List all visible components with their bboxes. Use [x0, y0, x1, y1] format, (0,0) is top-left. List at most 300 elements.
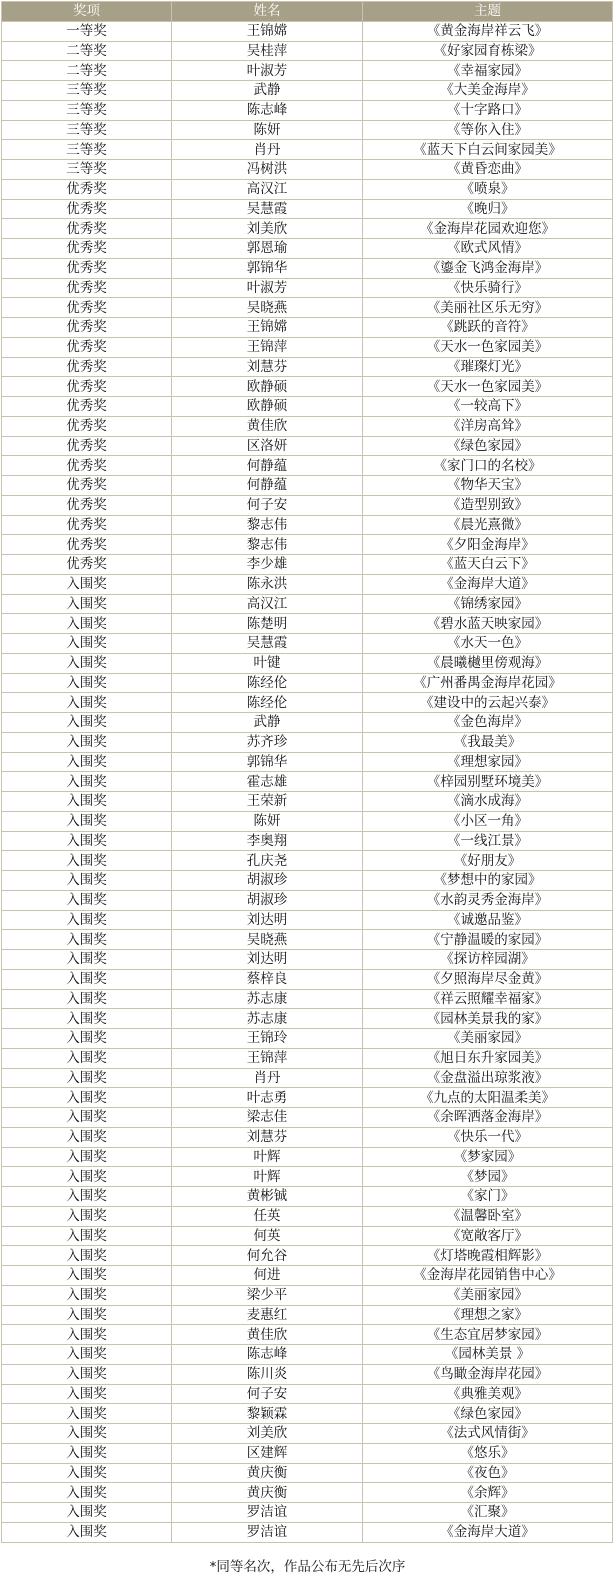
- cell-award: 入围奖: [2, 871, 172, 891]
- cell-name: 郭锦华: [172, 258, 363, 278]
- cell-theme: 《等你入住》: [363, 120, 613, 140]
- cell-award: 三等奖: [2, 81, 172, 101]
- cell-name: 陈川炎: [172, 1364, 363, 1384]
- cell-name: 何静蕴: [172, 456, 363, 476]
- cell-award: 入围奖: [2, 574, 172, 594]
- table-row: [2, 1325, 613, 1345]
- table-row: [2, 930, 613, 950]
- cell-name: 苏齐珍: [172, 732, 363, 752]
- cell-name: 王锦萍: [172, 1048, 363, 1068]
- cell-award: 优秀奖: [2, 555, 172, 575]
- table-row: [2, 1108, 613, 1128]
- cell-theme: 《晨光熹微》: [363, 515, 613, 535]
- cell-theme: 《一线江景》: [363, 831, 613, 851]
- table-row: [2, 515, 613, 535]
- table-row: [2, 950, 613, 970]
- cell-award: 优秀奖: [2, 318, 172, 338]
- table-row: [2, 1384, 613, 1404]
- table-row: [2, 318, 613, 338]
- cell-theme: 《蓝天下白云间家园美》: [363, 140, 613, 160]
- table-row: [2, 1009, 613, 1029]
- cell-theme: 《好家园育栋梁》: [363, 41, 613, 61]
- cell-name: 陈妍: [172, 811, 363, 831]
- cell-name: 何进: [172, 1266, 363, 1286]
- table-row: [2, 713, 613, 733]
- cell-name: 黄庆衡: [172, 1483, 363, 1503]
- table-row: [2, 1424, 613, 1444]
- cell-name: 黄佳欣: [172, 1325, 363, 1345]
- cell-name: 胡淑珍: [172, 871, 363, 891]
- header-theme: 主题: [363, 2, 613, 22]
- cell-award: 入围奖: [2, 1068, 172, 1088]
- table-row: [2, 495, 613, 515]
- cell-award: 入围奖: [2, 1108, 172, 1128]
- cell-theme: 《理想家园》: [363, 752, 613, 772]
- table-row: [2, 1068, 613, 1088]
- table-row: [2, 1147, 613, 1167]
- cell-theme: 《探访梓园湖》: [363, 950, 613, 970]
- cell-award: 入围奖: [2, 831, 172, 851]
- cell-name: 任英: [172, 1206, 363, 1226]
- cell-name: 冯树洪: [172, 160, 363, 180]
- cell-award: 入围奖: [2, 614, 172, 634]
- cell-award: 入围奖: [2, 1384, 172, 1404]
- cell-award: 入围奖: [2, 1325, 172, 1345]
- cell-award: 一等奖: [2, 21, 172, 41]
- cell-award: 入围奖: [2, 693, 172, 713]
- cell-name: 吴晓燕: [172, 930, 363, 950]
- table-row: [2, 1226, 613, 1246]
- cell-name: 陈楚明: [172, 614, 363, 634]
- cell-award: 优秀奖: [2, 258, 172, 278]
- table-row: [2, 594, 613, 614]
- table-row: [2, 1364, 613, 1384]
- cell-award: 优秀奖: [2, 337, 172, 357]
- cell-name: 陈永洪: [172, 574, 363, 594]
- cell-theme: 《美丽家园》: [363, 1285, 613, 1305]
- cell-name: 高汉江: [172, 179, 363, 199]
- cell-name: 吴晓燕: [172, 298, 363, 318]
- cell-award: 入围奖: [2, 1305, 172, 1325]
- cell-name: 黎颖霖: [172, 1404, 363, 1424]
- cell-name: 刘达明: [172, 950, 363, 970]
- table-row: [2, 436, 613, 456]
- cell-name: 李少雄: [172, 555, 363, 575]
- cell-theme: 《绿色家园》: [363, 1404, 613, 1424]
- table-row: [2, 969, 613, 989]
- table-row: [2, 258, 613, 278]
- cell-award: 入围奖: [2, 1048, 172, 1068]
- table-row: [2, 831, 613, 851]
- cell-theme: 《金海岸花园欢迎您》: [363, 219, 613, 239]
- cell-theme: 《金海岸大道》: [363, 574, 613, 594]
- table-row: [2, 456, 613, 476]
- footnote: *同等名次，作品公布无先后次序: [209, 1559, 406, 1575]
- table-row: [2, 574, 613, 594]
- cell-theme: 《欧式风情》: [363, 239, 613, 259]
- cell-theme: 《鸟瞰金海岸花园》: [363, 1364, 613, 1384]
- cell-theme: 《灯塔晚霞相辉影》: [363, 1246, 613, 1266]
- cell-award: 优秀奖: [2, 476, 172, 496]
- cell-name: 欧静硕: [172, 377, 363, 397]
- cell-name: 欧静硕: [172, 397, 363, 417]
- cell-award: 二等奖: [2, 61, 172, 81]
- table-row: [2, 41, 613, 61]
- table-row: [2, 1266, 613, 1286]
- cell-award: 入围奖: [2, 772, 172, 792]
- cell-theme: 《我最美》: [363, 732, 613, 752]
- cell-award: 入围奖: [2, 950, 172, 970]
- table-row: [2, 989, 613, 1009]
- cell-theme: 《家门口的名校》: [363, 456, 613, 476]
- cell-theme: 《建设中的云起兴泰》: [363, 693, 613, 713]
- cell-name: 黄彬铖: [172, 1187, 363, 1207]
- cell-theme: 《法式风情街》: [363, 1424, 613, 1444]
- cell-theme: 《祥云照耀幸福家》: [363, 989, 613, 1009]
- cell-theme: 《夜色》: [363, 1463, 613, 1483]
- cell-name: 王锦玲: [172, 1029, 363, 1049]
- cell-theme: 《水天一色》: [363, 634, 613, 654]
- cell-award: 入围奖: [2, 1364, 172, 1384]
- table-row: [2, 811, 613, 831]
- cell-name: 陈志峰: [172, 100, 363, 120]
- cell-theme: 《洋房高耸》: [363, 416, 613, 436]
- cell-name: 刘慧芬: [172, 357, 363, 377]
- cell-theme: 《诚邀品鉴》: [363, 910, 613, 930]
- cell-award: 入围奖: [2, 594, 172, 614]
- cell-name: 刘美欣: [172, 219, 363, 239]
- cell-theme: 《余晖洒落金海岸》: [363, 1108, 613, 1128]
- cell-name: 叶志勇: [172, 1088, 363, 1108]
- table-row: [2, 337, 613, 357]
- cell-award: 入围奖: [2, 1167, 172, 1187]
- cell-award: 入围奖: [2, 1443, 172, 1463]
- cell-name: 何静蕴: [172, 476, 363, 496]
- cell-name: 王荣新: [172, 792, 363, 812]
- cell-name: 武静: [172, 713, 363, 733]
- cell-name: 李奥翔: [172, 831, 363, 851]
- cell-name: 郭锦华: [172, 752, 363, 772]
- cell-award: 入围奖: [2, 1483, 172, 1503]
- table-row: [2, 871, 613, 891]
- table-header-row: [2, 2, 613, 22]
- table-row: [2, 179, 613, 199]
- table-row: [2, 1285, 613, 1305]
- table-row: [2, 239, 613, 259]
- cell-theme: 《天水一色家园美》: [363, 377, 613, 397]
- cell-name: 罗洁谊: [172, 1503, 363, 1523]
- cell-name: 武静: [172, 81, 363, 101]
- cell-award: 入围奖: [2, 969, 172, 989]
- award-table: [1, 1, 613, 1543]
- cell-theme: 《锦绣家园》: [363, 594, 613, 614]
- table-row: [2, 1246, 613, 1266]
- cell-award: 入围奖: [2, 1285, 172, 1305]
- cell-theme: 《家门》: [363, 1187, 613, 1207]
- cell-award: 二等奖: [2, 41, 172, 61]
- cell-theme: 《快乐骑行》: [363, 278, 613, 298]
- cell-award: 优秀奖: [2, 436, 172, 456]
- table-row: [2, 673, 613, 693]
- cell-theme: 《璀璨灯光》: [363, 357, 613, 377]
- table-row: [2, 1187, 613, 1207]
- cell-theme: 《滴水成海》: [363, 792, 613, 812]
- cell-name: 王锦嫦: [172, 21, 363, 41]
- table-row: [2, 61, 613, 81]
- table-row: [2, 910, 613, 930]
- cell-name: 黎志伟: [172, 515, 363, 535]
- cell-name: 苏志康: [172, 989, 363, 1009]
- cell-theme: 《金海岸大道》: [363, 1522, 613, 1542]
- cell-name: 苏志康: [172, 1009, 363, 1029]
- cell-name: 罗洁谊: [172, 1522, 363, 1542]
- cell-name: 陈经伦: [172, 693, 363, 713]
- cell-award: 入围奖: [2, 811, 172, 831]
- cell-name: 梁少平: [172, 1285, 363, 1305]
- cell-award: 优秀奖: [2, 239, 172, 259]
- table-row: [2, 1404, 613, 1424]
- cell-theme: 《汇聚》: [363, 1503, 613, 1523]
- table-row: [2, 476, 613, 496]
- cell-award: 优秀奖: [2, 179, 172, 199]
- table-row: [2, 792, 613, 812]
- cell-theme: 《余辉》: [363, 1483, 613, 1503]
- cell-name: 王锦嫦: [172, 318, 363, 338]
- table-row: [2, 752, 613, 772]
- cell-award: 入围奖: [2, 653, 172, 673]
- table-body: [2, 21, 613, 1542]
- cell-name: 肖丹: [172, 140, 363, 160]
- table-row: [2, 1345, 613, 1365]
- cell-theme: 《九点的太阳温柔美》: [363, 1088, 613, 1108]
- cell-award: 三等奖: [2, 100, 172, 120]
- cell-name: 区建辉: [172, 1443, 363, 1463]
- cell-theme: 《金海岸花园销售中心》: [363, 1266, 613, 1286]
- cell-name: 区洛妍: [172, 436, 363, 456]
- cell-theme: 《美丽社区乐无穷》: [363, 298, 613, 318]
- cell-name: 高汉江: [172, 594, 363, 614]
- cell-theme: 《晨曦樾里傍观海》: [363, 653, 613, 673]
- cell-name: 吴桂萍: [172, 41, 363, 61]
- cell-theme: 《金色海岸》: [363, 713, 613, 733]
- cell-award: 入围奖: [2, 1147, 172, 1167]
- cell-name: 何子安: [172, 1384, 363, 1404]
- cell-theme: 《黄昏恋曲》: [363, 160, 613, 180]
- cell-theme: 《蓝天白云下》: [363, 555, 613, 575]
- cell-award: 优秀奖: [2, 515, 172, 535]
- table-row: [2, 614, 613, 634]
- cell-award: 入围奖: [2, 1522, 172, 1542]
- cell-theme: 《大美金海岸》: [363, 81, 613, 101]
- cell-award: 优秀奖: [2, 219, 172, 239]
- table-row: [2, 140, 613, 160]
- cell-theme: 《小区一角》: [363, 811, 613, 831]
- cell-award: 入围奖: [2, 1127, 172, 1147]
- cell-theme: 《绿色家园》: [363, 436, 613, 456]
- cell-name: 黎志伟: [172, 535, 363, 555]
- cell-name: 霍志雄: [172, 772, 363, 792]
- table-row: [2, 693, 613, 713]
- table-row: [2, 851, 613, 871]
- cell-theme: 《快乐一代》: [363, 1127, 613, 1147]
- cell-theme: 《物华天宝》: [363, 476, 613, 496]
- header-name: 姓名: [172, 2, 363, 22]
- table-row: [2, 1127, 613, 1147]
- cell-theme: 《广州番禺金海岸花园》: [363, 673, 613, 693]
- cell-theme: 《宽敞客厅》: [363, 1226, 613, 1246]
- cell-name: 肖丹: [172, 1068, 363, 1088]
- cell-theme: 《夕照海岸尽金黄》: [363, 969, 613, 989]
- table-row: [2, 219, 613, 239]
- table-row: [2, 21, 613, 41]
- cell-award: 入围奖: [2, 1206, 172, 1226]
- cell-theme: 《天水一色家园美》: [363, 337, 613, 357]
- cell-award: 优秀奖: [2, 397, 172, 417]
- cell-name: 吴慧霞: [172, 199, 363, 219]
- table-row: [2, 416, 613, 436]
- cell-theme: 《黄金海岸祥云飞》: [363, 21, 613, 41]
- cell-theme: 《金盘溢出琼浆液》: [363, 1068, 613, 1088]
- cell-theme: 《悠乐》: [363, 1443, 613, 1463]
- cell-name: 刘慧芬: [172, 1127, 363, 1147]
- cell-award: 入围奖: [2, 1226, 172, 1246]
- cell-award: 入围奖: [2, 1424, 172, 1444]
- cell-theme: 《跳跃的音符》: [363, 318, 613, 338]
- cell-theme: 《梦想中的家园》: [363, 871, 613, 891]
- table-row: [2, 160, 613, 180]
- cell-theme: 《鎏金飞鸿金海岸》: [363, 258, 613, 278]
- cell-award: 三等奖: [2, 160, 172, 180]
- cell-theme: 《好朋友》: [363, 851, 613, 871]
- cell-award: 入围奖: [2, 1009, 172, 1029]
- cell-name: 梁志佳: [172, 1108, 363, 1128]
- cell-award: 入围奖: [2, 1404, 172, 1424]
- cell-award: 优秀奖: [2, 199, 172, 219]
- table-row: [2, 1088, 613, 1108]
- cell-award: 入围奖: [2, 910, 172, 930]
- cell-award: 入围奖: [2, 1088, 172, 1108]
- table-row: [2, 653, 613, 673]
- table-row: [2, 772, 613, 792]
- cell-award: 入围奖: [2, 851, 172, 871]
- cell-name: 胡淑珍: [172, 890, 363, 910]
- cell-award: 入围奖: [2, 732, 172, 752]
- cell-name: 叶辉: [172, 1147, 363, 1167]
- cell-theme: 《水韵灵秀金海岸》: [363, 890, 613, 910]
- cell-award: 入围奖: [2, 752, 172, 772]
- cell-theme: 《典雅美观》: [363, 1384, 613, 1404]
- cell-theme: 《理想之家》: [363, 1305, 613, 1325]
- table-row: [2, 1167, 613, 1187]
- cell-name: 孔庆尧: [172, 851, 363, 871]
- cell-name: 蔡梓良: [172, 969, 363, 989]
- cell-award: 优秀奖: [2, 377, 172, 397]
- table-row: [2, 1503, 613, 1523]
- cell-award: 三等奖: [2, 120, 172, 140]
- table-row: [2, 81, 613, 101]
- cell-award: 优秀奖: [2, 278, 172, 298]
- cell-theme: 《宁静温暖的家园》: [363, 930, 613, 950]
- cell-theme: 《梓园别墅环境美》: [363, 772, 613, 792]
- cell-award: 优秀奖: [2, 416, 172, 436]
- cell-theme: 《喷泉》: [363, 179, 613, 199]
- cell-theme: 《旭日东升家园美》: [363, 1048, 613, 1068]
- cell-award: 入围奖: [2, 1463, 172, 1483]
- cell-name: 陈经伦: [172, 673, 363, 693]
- cell-theme: 《晚归》: [363, 199, 613, 219]
- cell-theme: 《生态宜居梦家园》: [363, 1325, 613, 1345]
- cell-award: 入围奖: [2, 890, 172, 910]
- table-row: [2, 397, 613, 417]
- table-row: [2, 298, 613, 318]
- cell-theme: 《梦家园》: [363, 1147, 613, 1167]
- cell-theme: 《十字路口》: [363, 100, 613, 120]
- table-row: [2, 357, 613, 377]
- table-row: [2, 1048, 613, 1068]
- cell-award: 入围奖: [2, 1503, 172, 1523]
- cell-name: 吴慧霞: [172, 634, 363, 654]
- cell-theme: 《造型别致》: [363, 495, 613, 515]
- cell-award: 优秀奖: [2, 495, 172, 515]
- table-row: [2, 1463, 613, 1483]
- cell-name: 刘达明: [172, 910, 363, 930]
- cell-name: 何允谷: [172, 1246, 363, 1266]
- table-row: [2, 377, 613, 397]
- cell-name: 黄佳欣: [172, 416, 363, 436]
- cell-award: 入围奖: [2, 1029, 172, 1049]
- cell-theme: 《碧水蓝天映家园》: [363, 614, 613, 634]
- cell-theme: 《一较高下》: [363, 397, 613, 417]
- table-row: [2, 890, 613, 910]
- table-row: [2, 1522, 613, 1542]
- cell-name: 陈妍: [172, 120, 363, 140]
- cell-name: 王锦萍: [172, 337, 363, 357]
- cell-name: 叶淑芳: [172, 278, 363, 298]
- cell-theme: 《园林美景我的家》: [363, 1009, 613, 1029]
- table-row: [2, 120, 613, 140]
- cell-award: 入围奖: [2, 930, 172, 950]
- table-row: [2, 555, 613, 575]
- cell-theme: 《梦园》: [363, 1167, 613, 1187]
- cell-award: 优秀奖: [2, 357, 172, 377]
- cell-award: 入围奖: [2, 989, 172, 1009]
- cell-award: 三等奖: [2, 140, 172, 160]
- table-row: [2, 1206, 613, 1226]
- cell-name: 刘美欣: [172, 1424, 363, 1444]
- table-row: [2, 535, 613, 555]
- cell-award: 入围奖: [2, 1266, 172, 1286]
- cell-theme: 《幸福家园》: [363, 61, 613, 81]
- cell-award: 入围奖: [2, 673, 172, 693]
- cell-name: 叶键: [172, 653, 363, 673]
- cell-award: 优秀奖: [2, 535, 172, 555]
- cell-theme: 《园林美景 》: [363, 1345, 613, 1365]
- cell-name: 郭恩瑜: [172, 239, 363, 259]
- table-row: [2, 100, 613, 120]
- table-row: [2, 732, 613, 752]
- table-row: [2, 1029, 613, 1049]
- cell-award: 入围奖: [2, 1345, 172, 1365]
- table-row: [2, 634, 613, 654]
- cell-award: 入围奖: [2, 634, 172, 654]
- cell-name: 何英: [172, 1226, 363, 1246]
- header-award: 奖项: [2, 2, 172, 22]
- cell-award: 入围奖: [2, 713, 172, 733]
- cell-award: 入围奖: [2, 1246, 172, 1266]
- table-row: [2, 278, 613, 298]
- table-row: [2, 199, 613, 219]
- cell-name: 何子安: [172, 495, 363, 515]
